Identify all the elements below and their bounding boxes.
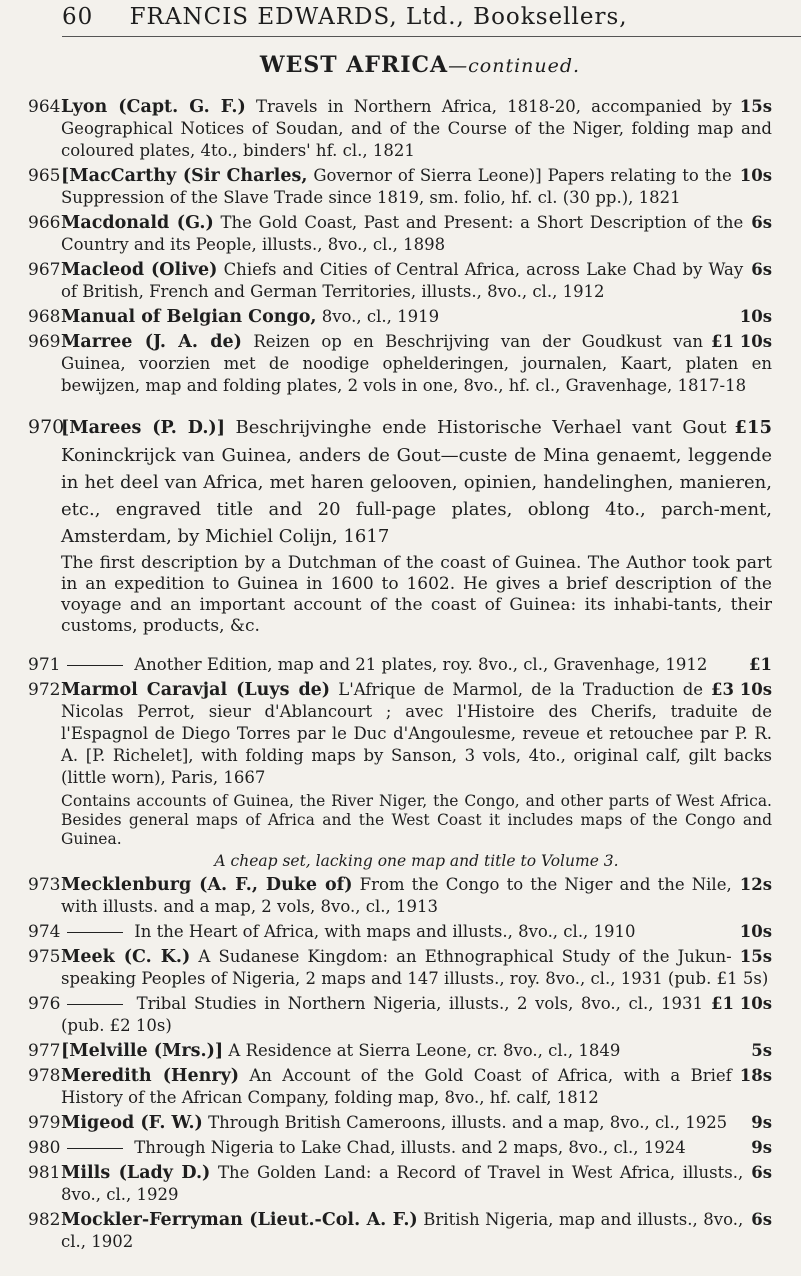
catalogue-entry bbox=[28, 165, 772, 209]
catalogue-entry bbox=[28, 921, 772, 943]
entry-description: Reizen op en Beschrijving van der Goudkust van Guinea, voorzien met de noodige ophelderingen, journalen, Kaart, platen en bewijzen, map and folding plates, 2 vols in one, 8vo., hf. cl., Gravenhage, 1817-18 bbox=[61, 332, 772, 395]
catalogue-entry bbox=[28, 212, 772, 256]
entry-author: Meek (C. K.) bbox=[61, 947, 191, 967]
catalogue-entry bbox=[28, 96, 772, 162]
entry-author: Mecklenburg (A. F., Duke of) bbox=[61, 875, 353, 895]
catalogue-entry bbox=[28, 946, 772, 990]
entry-description: Tribal Studies in Northern Nigeria, illusts., 2 vols, 8vo., cl., 1931 (pub. £2 10s) bbox=[61, 994, 704, 1035]
catalogue-entry bbox=[28, 679, 772, 789]
entry-description: Chiefs and Cities of Central Africa, across Lake Chad by Way of British, French and German Territories, illusts., 8vo., cl., 1912 bbox=[61, 260, 744, 301]
entry-author: [Marees (P. D.)] bbox=[61, 418, 225, 438]
entry-price: 15s bbox=[739, 947, 772, 966]
entry-number: 976 bbox=[28, 994, 61, 1014]
entry-price: 10s bbox=[739, 922, 772, 941]
entry-author: Lyon (Capt. G. F.) bbox=[61, 97, 246, 117]
entry-description: Governor of Sierra Leone)] Papers relating to the Suppression of the Slave Trade since 1819, sm. folio, hf. cl. (30 pp.), 1821 bbox=[61, 166, 732, 207]
entry-author: Migeod (F. W.) bbox=[61, 1113, 203, 1133]
entry-number: 972 bbox=[28, 680, 61, 700]
section-continued: —continued. bbox=[448, 55, 581, 77]
entry-price: 6s bbox=[751, 1163, 772, 1182]
page-header bbox=[62, 4, 782, 36]
catalogue-entry bbox=[28, 331, 772, 397]
section-heading bbox=[100, 52, 740, 78]
entry-price: 6s bbox=[751, 1210, 772, 1229]
catalogue-entry bbox=[28, 259, 772, 303]
entry-author: Macleod (Olive) bbox=[61, 260, 218, 280]
entry-number: 977 bbox=[28, 1041, 61, 1061]
entry-price: 5s bbox=[751, 1041, 772, 1060]
catalogue-entry bbox=[28, 1112, 772, 1134]
entry-description: L'Afrique de Marmol, de la Traduction de Nicolas Perrot, sieur d'Ablancourt ; avec l'Histoire des Cherifs, traduite de l'Espagnol de Diego Torres par le Duc d'Angoulesme, reveue et retouchee par P. R. A. [P. Richelet], with folding maps by Sanson, 3 vols, 4to., original calf, gilt backs (little worn), Paris, 1667 bbox=[61, 680, 772, 787]
page-number: 60 bbox=[62, 4, 94, 30]
entry-number: 982 bbox=[28, 1210, 61, 1230]
catalogue-entry bbox=[28, 1065, 772, 1109]
spacer bbox=[28, 640, 772, 654]
entry-description: Travels in Northern Africa, 1818-20, accompanied by Geographical Notices of Soudan, and of the Course of the Niger, folding map and coloured plates, 4to., binders' hf. cl., 1821 bbox=[61, 97, 772, 160]
header-rule bbox=[62, 36, 801, 37]
entry-author: Mills (Lady D.) bbox=[61, 1163, 211, 1183]
entry-number: 968 bbox=[28, 307, 61, 327]
entry-description: Beschrijvinghe ende Historische Verhael vant Gout Koninckrijck van Guinea, anders de Gout—custe de Mina genaemt, leggende in het deel van Africa, met haren gelooven, opinien, handelinghen, manieren, etc., engraved title and 20 full-page plates, oblong 4to., parch-ment, Amsterdam, by Michiel Colijn, 1617 bbox=[61, 417, 772, 547]
entry-description: The Golden Land: a Record of Travel in West Africa, illusts., 8vo., cl., 1929 bbox=[61, 1163, 744, 1204]
entry-number: 967 bbox=[28, 260, 61, 280]
catalogue-entry bbox=[28, 654, 772, 676]
entry-description: 8vo., cl., 1919 bbox=[321, 307, 440, 326]
entry-number: 969 bbox=[28, 332, 61, 352]
entry-price: £1 10s bbox=[711, 994, 772, 1013]
entry-description: An Account of the Gold Coast of Africa, with a Brief History of the African Company, folding map, 8vo., hf. calf, 1812 bbox=[61, 1066, 732, 1107]
entry-price: 18s bbox=[739, 1066, 772, 1085]
entry-number: 965 bbox=[28, 166, 61, 186]
entry-description: In the Heart of Africa, with maps and illusts., 8vo., cl., 1910 bbox=[134, 922, 636, 941]
entry-author: Manual of Belgian Congo, bbox=[61, 307, 317, 327]
entry-price: 15s bbox=[739, 97, 772, 116]
entry-price: 10s bbox=[739, 307, 772, 326]
entry-number: 978 bbox=[28, 1066, 61, 1086]
section-title: WEST AFRICA bbox=[259, 52, 449, 78]
catalogue-entry bbox=[28, 414, 772, 550]
entry-author: Meredith (Henry) bbox=[61, 1066, 240, 1086]
entry-description: A Sudanese Kingdom: an Ethnographical Study of the Jukun-speaking Peoples of Nigeria, 2 maps and 147 illusts., roy. 8vo., cl., 1931 (pub. £1 5s) bbox=[61, 947, 769, 988]
entry-note: Contains accounts of Guinea, the River Niger, the Congo, and other parts of West Africa. Besides general maps of Africa and the West Coast it includes maps of the Congo and Guinea. bbox=[61, 792, 772, 848]
catalogue-entry bbox=[28, 874, 772, 918]
entry-author: Marmol Caravjal (Luys de) bbox=[61, 680, 331, 700]
entry-price: 10s bbox=[739, 166, 772, 185]
entry-number: 966 bbox=[28, 213, 61, 233]
entry-number: 979 bbox=[28, 1113, 61, 1133]
catalogue-entry bbox=[28, 1209, 772, 1253]
entry-author: Marree (J. A. de) bbox=[61, 332, 242, 352]
entry-author: Mockler-Ferryman (Lieut.-Col. A. F.) bbox=[61, 1210, 418, 1230]
entry-description: A Residence at Sierra Leone, cr. 8vo., cl., 1849 bbox=[228, 1041, 621, 1060]
entry-number: 971 bbox=[28, 655, 61, 675]
catalogue-entries bbox=[28, 96, 772, 1256]
entry-number: 981 bbox=[28, 1163, 61, 1183]
entry-price: £1 bbox=[749, 655, 772, 674]
entry-author: [Melville (Mrs.)] bbox=[61, 1041, 224, 1061]
catalogue-entry bbox=[28, 1137, 772, 1159]
entry-description: Another Edition, map and 21 plates, roy. 8vo., cl., Gravenhage, 1912 bbox=[134, 655, 708, 674]
ditto-rule bbox=[67, 665, 123, 666]
catalogue-entry bbox=[28, 306, 772, 328]
ditto-rule bbox=[67, 1004, 123, 1005]
catalogue-entry bbox=[28, 1040, 772, 1062]
entry-description: Through British Cameroons, illusts. and a map, 8vo., cl., 1925 bbox=[208, 1113, 728, 1132]
entry-number: 964 bbox=[28, 97, 61, 117]
entry-price: 6s bbox=[751, 213, 772, 232]
entry-description: British Nigeria, map and illusts., 8vo., cl., 1902 bbox=[61, 1210, 744, 1251]
publisher-name: FRANCIS EDWARDS, Ltd., Booksellers, bbox=[129, 4, 628, 30]
entry-author: [MacCarthy (Sir Charles, bbox=[61, 166, 308, 186]
entry-number: 970 bbox=[28, 416, 65, 438]
entry-number: 973 bbox=[28, 875, 61, 895]
entry-number: 974 bbox=[28, 922, 61, 942]
entry-price: £3 10s bbox=[711, 680, 772, 699]
entry-price: 6s bbox=[751, 260, 772, 279]
catalogue-entry bbox=[28, 993, 772, 1037]
entry-note: The first description by a Dutchman of the coast of Guinea. The Author took part in an expedition to Guinea in 1600 to 1602. He gives a brief description of the voyage and an important account of the coast of Guinea: its inhabi-tants, their customs, products, &c. bbox=[61, 553, 772, 636]
entry-author: Macdonald (G.) bbox=[61, 213, 214, 233]
entry-note: A cheap set, lacking one map and title to Volume 3. bbox=[214, 852, 619, 870]
entry-description: From the Congo to the Niger and the Nile, with illusts. and a map, 2 vols, 8vo., cl., 1913 bbox=[61, 875, 732, 916]
entry-price: 12s bbox=[739, 875, 772, 894]
entry-number: 975 bbox=[28, 947, 61, 967]
spacer bbox=[28, 400, 772, 414]
ditto-rule bbox=[67, 1148, 123, 1149]
catalogue-entry bbox=[28, 1162, 772, 1206]
entry-price: 9s bbox=[751, 1138, 772, 1157]
ditto-rule bbox=[67, 932, 123, 933]
entry-price: 9s bbox=[751, 1113, 772, 1132]
entry-number: 980 bbox=[28, 1138, 61, 1158]
entry-price: £15 bbox=[734, 417, 772, 438]
entry-description: The Gold Coast, Past and Present: a Short Description of the Country and its People, illusts., 8vo., cl., 1898 bbox=[61, 213, 744, 254]
entry-price: £1 10s bbox=[711, 332, 772, 351]
entry-description: Through Nigeria to Lake Chad, illusts. and 2 maps, 8vo., cl., 1924 bbox=[134, 1138, 686, 1157]
